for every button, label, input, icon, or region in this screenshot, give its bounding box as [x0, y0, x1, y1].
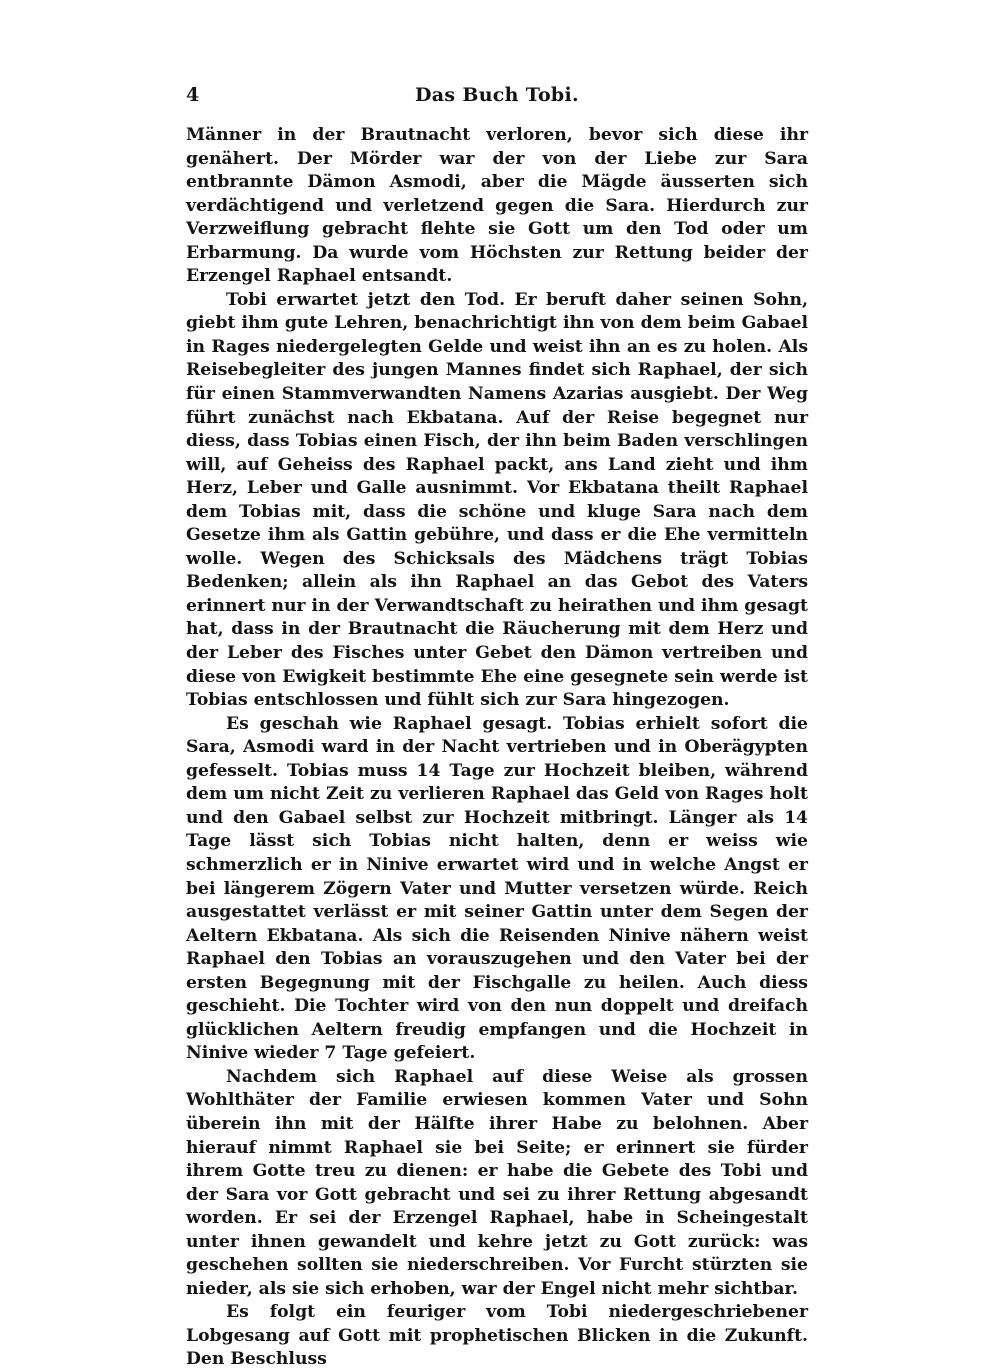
book-page [186, 72, 808, 1370]
running-head [186, 72, 808, 124]
page-number: 4 [186, 84, 200, 106]
paragraph-1: Männer in der Brautnacht verloren, bevor sich diese ihr genähert. Der Mörder war der von der Liebe zur Sara entbrannte Dämon Asmodi, aber die Mägde äusserten sich verdächtigend und verletzend gegen die Sara. Hierdurch zur Verzweiflung gebracht flehte sie Gott um den Tod oder um Erbarmung. Da wurde vom Höchsten zur Rettung beider der Erzengel Raphael entsandt. [186, 125, 808, 287]
paragraph-5: Es folgt ein feuriger vom Tobi niedergeschriebener Lobgesang auf Gott mit prophetischen Blicken in die Zukunft. Den Beschluss [186, 1302, 808, 1370]
body-text [186, 124, 808, 1372]
paragraph-3: Es geschah wie Raphael gesagt. Tobias erhielt sofort die Sara, Asmodi ward in der Nacht vertrieben und in Oberägypten gefesselt. Tobias muss 14 Tage zur Hochzeit bleiben, während dem um nicht Zeit zu verlieren Raphael das Geld von Rages holt und den Gabael selbst zur Hochzeit mitbringt. Länger als 14 Tage lässt sich Tobias nicht halten, denn er weiss wie schmerzlich er in Ninive erwartet wird und in welche Angst er bei längerem Zögern Vater und Mutter versetzen würde. Reich ausgestattet verlässt er mit seiner Gattin unter dem Segen der Aeltern Ekbatana. Als sich die Reisenden Ninive nähern weist Raphael den Tobias an vorauszugehen und den Vater bei der ersten Begegnung mit der Fischgalle zu heilen. Auch diess geschieht. Die Tochter wird von den nun doppelt und dreifach glücklichen Aeltern freudig empfangen und die Hochzeit in Ninive wieder 7 Tage gefeiert. [186, 713, 808, 1064]
paragraph-4: Nachdem sich Raphael auf diese Weise als grossen Wohlthäter der Familie erwiesen kommen Vater und Sohn überein ihn mit der Hälfte ihrer Habe zu belohnen. Aber hierauf nimmt Raphael sie bei Seite; er erinnert sie fürder ihrem Gotte treu zu dienen: er habe die Gebete des Tobi und der Sara vor Gott gebracht und sei zu ihrer Rettung abgesandt worden. Er sei der Erzengel Raphael, habe in Scheingestalt unter ihnen gewandelt und kehre jetzt zu Gott zurück: was geschehen sollten sie niederschreiben. Vor Furcht stürzten sie nieder, als sie sich erhoben, war der Engel nicht mehr sichtbar. [186, 1066, 808, 1299]
running-title: Das Buch Tobi. [415, 84, 579, 106]
paragraph-2: Tobi erwartet jetzt den Tod. Er beruft daher seinen Sohn, giebt ihm gute Lehren, benachrichtigt ihn von dem beim Gabael in Rages niedergelegten Gelde und weist ihn an es zu holen. Als Reisebegleiter des jungen Mannes findet sich Raphael, der sich für einen Stammverwandten Namens Azarias ausgiebt. Der Weg führt zunächst nach Ekbatana. Auf der Reise begegnet nur diess, dass Tobias einen Fisch, der ihn beim Baden verschlingen will, auf Geheiss des Raphael packt, ans Land zieht und ihm Herz, Leber und Galle ausnimmt. Vor Ekbatana theilt Raphael dem Tobias mit, dass die schöne und kluge Sara nach dem Gesetze ihm als Gattin gebühre, und dass er die Ehe vermitteln wolle. Wegen des Schicksals des Mädchens trägt Tobias Bedenken; allein als ihn Raphael an das Gebot des Vaters erinnert nur in der Verwandtschaft zu heirathen und ihm gesagt hat, dass in der Brautnacht die Räucherung mit dem Herz und der Leber des Fisches unter Gebet den Dämon vertreiben und diese von Ewigkeit bestimmte Ehe eine gesegnete sein werde ist Tobias entschlossen und fühlt sich zur Sara hingezogen. [186, 289, 808, 711]
